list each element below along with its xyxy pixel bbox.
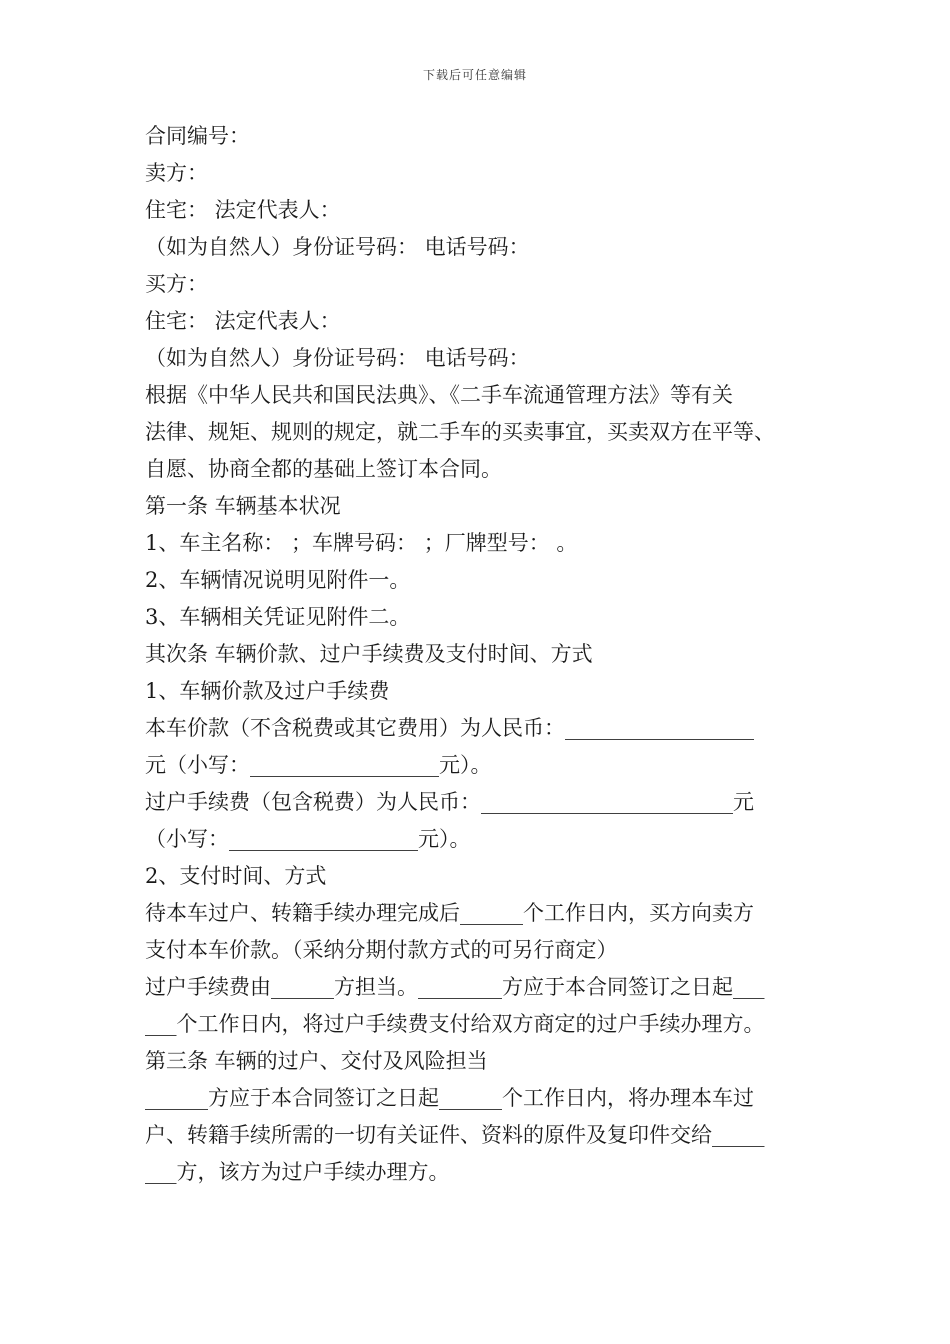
article-2-heading: 其次条 车辆价款、过户手续费及支付时间、方式 — [145, 642, 593, 666]
seller-label: 卖方： — [145, 161, 208, 185]
article-1-item: 1、车主名称： ；车牌号码： ；厂牌型号： 。 — [145, 531, 578, 555]
seller-id-phone: （如为自然人）身份证号码： 电话号码： — [145, 235, 530, 259]
buyer-address: 住宅： 法定代表人： — [145, 309, 341, 333]
buyer-label: 买方： — [145, 272, 208, 296]
preamble-line: 自愿、协商全都的基础上签订本合同。 — [145, 457, 502, 481]
article-3-heading: 第三条 车辆的过户、交付及风险担当 — [145, 1049, 488, 1073]
contract-body — [145, 118, 825, 1191]
price-line: 本车价款（不含税费或其它费用）为人民币：__________________ — [145, 716, 754, 740]
fee-line: 过户手续费（包含税费）为人民币：________________________元 — [145, 790, 754, 814]
article-1-item: 3、车辆相关凭证见附件二。 — [145, 605, 411, 629]
page-header: 下载后可任意编辑 — [422, 68, 527, 82]
payment-line: 支付本车价款。（采纳分期付款方式的可另行商定） — [145, 938, 618, 962]
transfer-line: 户、转籍手续所需的一切有关证件、资料的原件及复印件交给_____ — [145, 1123, 765, 1147]
article-1-item: 2、车辆情况说明见附件一。 — [145, 568, 411, 592]
payment-line: 待本车过户、转籍手续办理完成后______个工作日内，买方向卖方 — [145, 901, 754, 925]
payment-line: 过户手续费由______方担当。________方应于本合同签订之日起___ — [145, 975, 765, 999]
article-2-subheading: 1、车辆价款及过户手续费 — [145, 679, 390, 703]
price-line: 元（小写：__________________元）。 — [145, 753, 492, 777]
seller-address: 住宅： 法定代表人： — [145, 198, 341, 222]
contract-number: 合同编号： — [145, 124, 250, 148]
payment-line: ___个工作日内，将过户手续费支付给双方商定的过户手续办理方。 — [145, 1012, 765, 1036]
article-2-subheading: 2、支付时间、方式 — [145, 864, 327, 888]
fee-line: （小写：__________________元）。 — [145, 827, 471, 851]
transfer-line: ___方，该方为过户手续办理方。 — [145, 1160, 450, 1184]
buyer-id-phone: （如为自然人）身份证号码： 电话号码： — [145, 346, 530, 370]
preamble-line: 法律、规矩、规则的规定，就二手车的买卖事宜，买卖双方在平等、 — [145, 420, 775, 444]
article-1-heading: 第一条 车辆基本状况 — [145, 494, 341, 518]
preamble-line: 根据《中华人民共和国民法典》、《二手车流通管理方法》等有关 — [145, 383, 733, 407]
transfer-line: ______方应于本合同签订之日起______个工作日内，将办理本车过 — [145, 1086, 754, 1110]
